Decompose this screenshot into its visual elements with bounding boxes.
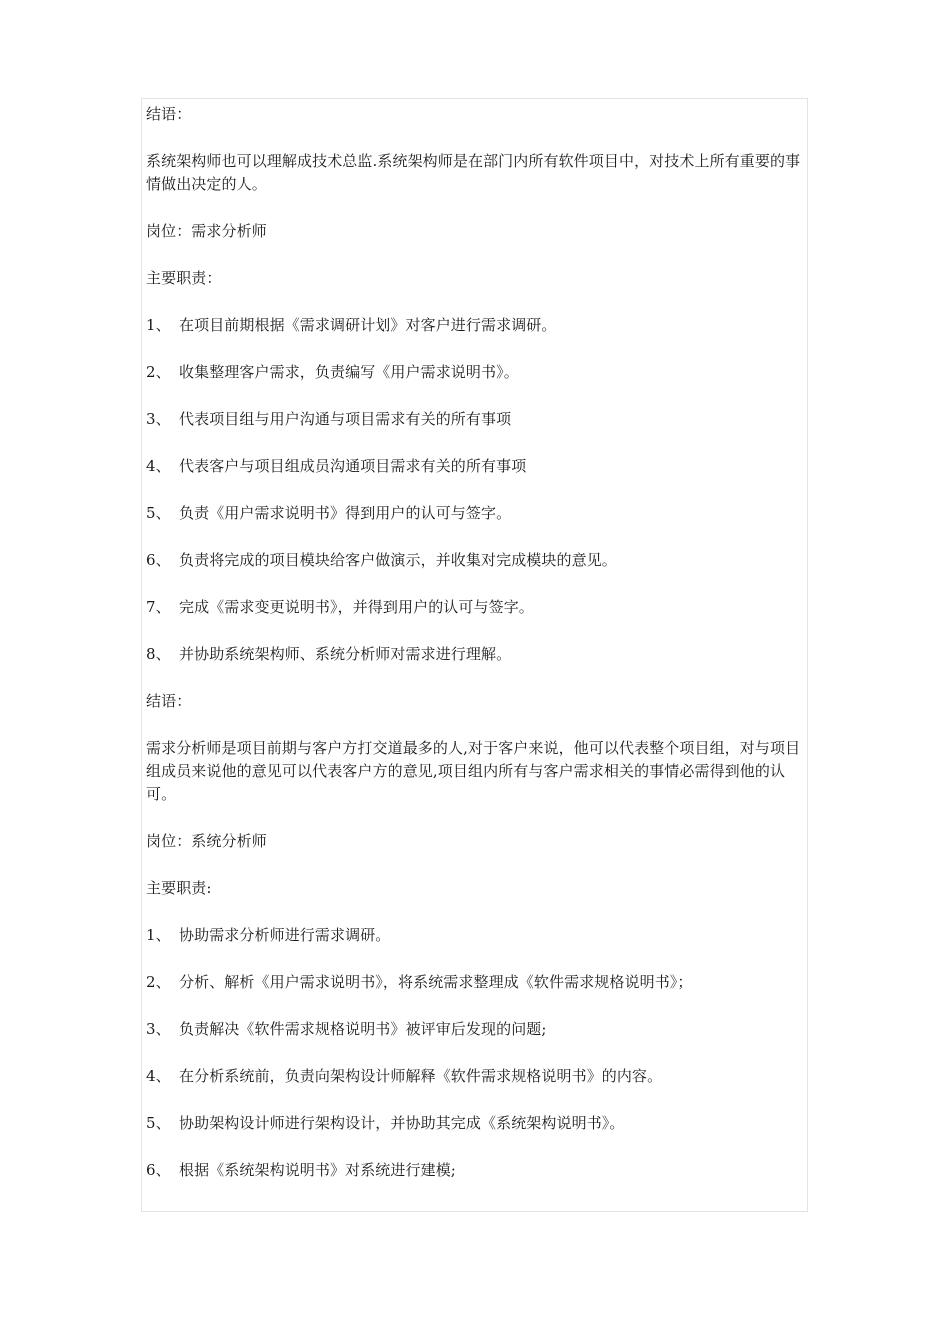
position-system-analyst: 岗位：系统分析师 <box>146 832 267 850</box>
document-body <box>142 99 807 1182</box>
list-item: 4、 在分析系统前，负责向架构设计师解释《软件需求规格说明书》的内容。 <box>146 1067 663 1085</box>
conclusion-heading-2: 结语： <box>146 692 192 710</box>
list-item: 2、 收集整理客户需求，负责编写《用户需求说明书》。 <box>146 363 519 381</box>
list-item: 2、 分析、解析《用户需求说明书》，将系统需求整理成《软件需求规格说明书》； <box>146 973 693 991</box>
list-item: 6、 负责将完成的项目模块给客户做演示，并收集对完成模块的意见。 <box>146 551 617 569</box>
list-item: 5、 协助架构设计师进行架构设计，并协助其完成《系统架构说明书》。 <box>146 1114 625 1132</box>
document-page <box>141 98 808 1212</box>
list-item: 6、 根据《系统架构说明书》对系统进行建模; <box>146 1161 456 1179</box>
list-item: 3、 代表项目组与用户沟通与项目需求有关的所有事项 <box>146 410 512 428</box>
list-item: 4、 代表客户与项目组成员沟通项目需求有关的所有事项 <box>146 457 527 475</box>
list-item: 1、 在项目前期根据《需求调研计划》对客户进行需求调研。 <box>146 316 557 334</box>
duties-heading-2: 主要职责: <box>146 879 212 897</box>
list-item: 5、 负责《用户需求说明书》得到用户的认可与签字。 <box>146 504 512 522</box>
duties-heading-1: 主要职责： <box>146 269 222 287</box>
position-requirements-analyst: 岗位：需求分析师 <box>146 222 267 240</box>
analyst-summary: 需求分析师是项目前期与客户方打交道最多的人,对于客户来说，他可以代表整个项目组，对与项目组成员来说他的意见可以代表客户方的意见,项目组内所有与客户需求相关的事情必需得到他的认可。 <box>146 739 801 803</box>
list-item: 8、 并协助系统架构师、系统分析师对需求进行理解。 <box>146 645 512 663</box>
architect-summary: 系统架构师也可以理解成技术总监.系统架构师是在部门内所有软件项目中，对技术上所有重要的事情做出决定的人。 <box>146 152 801 193</box>
list-item: 7、 完成《需求变更说明书》，并得到用户的认可与签字。 <box>146 598 534 616</box>
list-item: 3、 负责解决《软件需求规格说明书》被评审后发现的问题; <box>146 1020 547 1038</box>
list-item: 1、 协助需求分析师进行需求调研。 <box>146 926 391 944</box>
conclusion-heading-1: 结语： <box>146 105 192 123</box>
